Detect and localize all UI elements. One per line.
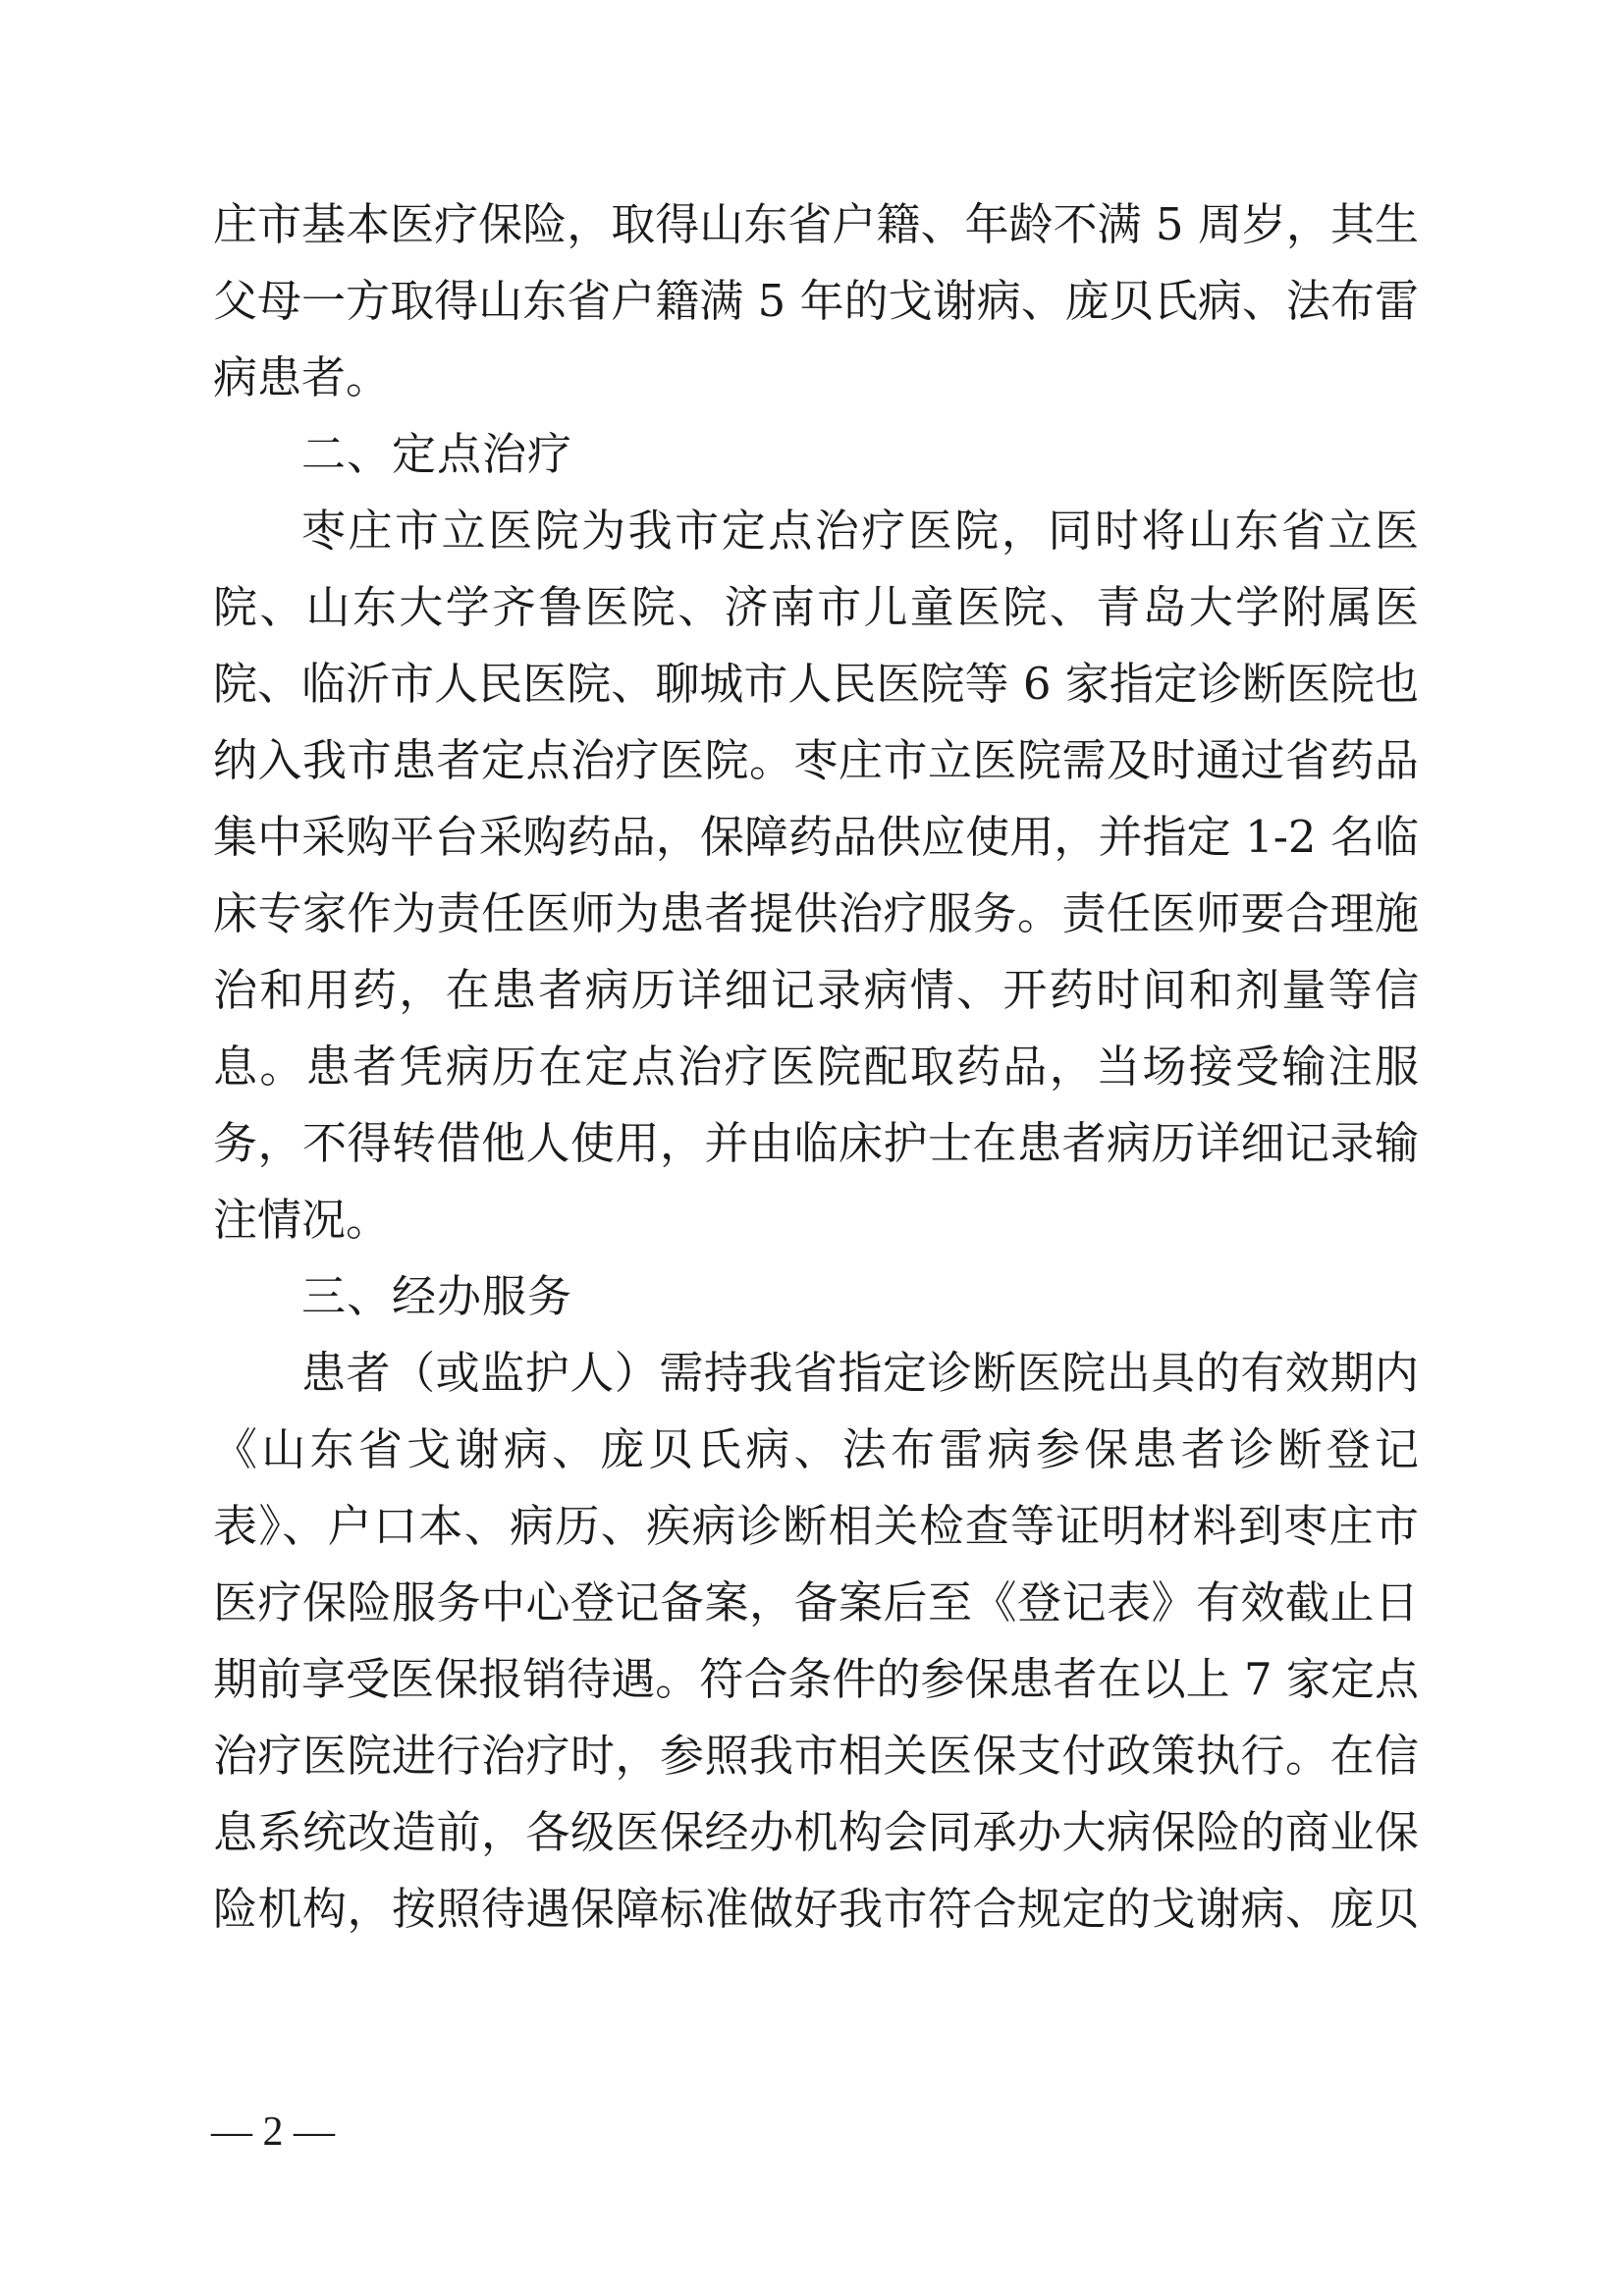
page-number: — 2 — bbox=[211, 2109, 335, 2155]
section-heading: 二、定点治疗 bbox=[301, 428, 573, 480]
paragraph-line: 患者（或监护人）需持我省指定诊断医院出具的有效期内 bbox=[301, 1347, 1419, 1399]
paragraph-line: 院、临沂市人民医院、聊城市人民医院等 6 家指定诊断医院也 bbox=[213, 658, 1419, 710]
paragraph-line: 《山东省戈谢病、庞贝氏病、法布雷病参保患者诊断登记 bbox=[213, 1423, 1419, 1475]
paragraph-line: 院、山东大学齐鲁医院、济南市儿童医院、青岛大学附属医 bbox=[213, 581, 1419, 633]
paragraph-line: 治疗医院进行治疗时，参照我市相关医保支付政策执行。在信 bbox=[213, 1730, 1419, 1782]
paragraph-line: 息系统改造前，各级医保经办机构会同承办大病保险的商业保 bbox=[213, 1806, 1419, 1858]
paragraph-line: 务，不得转借他人使用，并由临床护士在患者病历详细记录输 bbox=[213, 1117, 1419, 1169]
paragraph-line: 纳入我市患者定点治疗医院。枣庄市立医院需及时通过省药品 bbox=[213, 734, 1419, 786]
paragraph-line: 床专家作为责任医师为患者提供治疗服务。责任医师要合理施 bbox=[213, 887, 1419, 939]
paragraph-line: 父母一方取得山东省户籍满 5 年的戈谢病、庞贝氏病、法布雷 bbox=[213, 275, 1419, 327]
paragraph-line: 息。患者凭病历在定点治疗医院配取药品，当场接受输注服 bbox=[213, 1041, 1419, 1093]
paragraph-line: 注情况。 bbox=[213, 1194, 391, 1246]
paragraph-line: 表》、户口本、病历、疾病诊断相关检查等证明材料到枣庄市 bbox=[213, 1500, 1419, 1552]
paragraph-line: 病患者。 bbox=[213, 351, 391, 403]
paragraph-line: 治和用药，在患者病历详细记录病情、开药时间和剂量等信 bbox=[213, 964, 1419, 1016]
paragraph-line: 庄市基本医疗保险，取得山东省户籍、年龄不满 5 周岁，其生 bbox=[213, 198, 1419, 250]
paragraph-line: 集中采购平台采购药品，保障药品供应使用，并指定 1-2 名临 bbox=[213, 811, 1419, 863]
paragraph-line: 期前享受医保报销待遇。符合条件的参保患者在以上 7 家定点 bbox=[213, 1653, 1419, 1705]
paragraph-line: 险机构，按照待遇保障标准做好我市符合规定的戈谢病、庞贝 bbox=[213, 1883, 1419, 1935]
paragraph-line: 枣庄市立医院为我市定点治疗医院，同时将山东省立医 bbox=[301, 505, 1419, 557]
paragraph-line: 医疗保险服务中心登记备案，备案后至《登记表》有效截止日 bbox=[213, 1576, 1419, 1629]
section-heading: 三、经办服务 bbox=[301, 1270, 573, 1322]
